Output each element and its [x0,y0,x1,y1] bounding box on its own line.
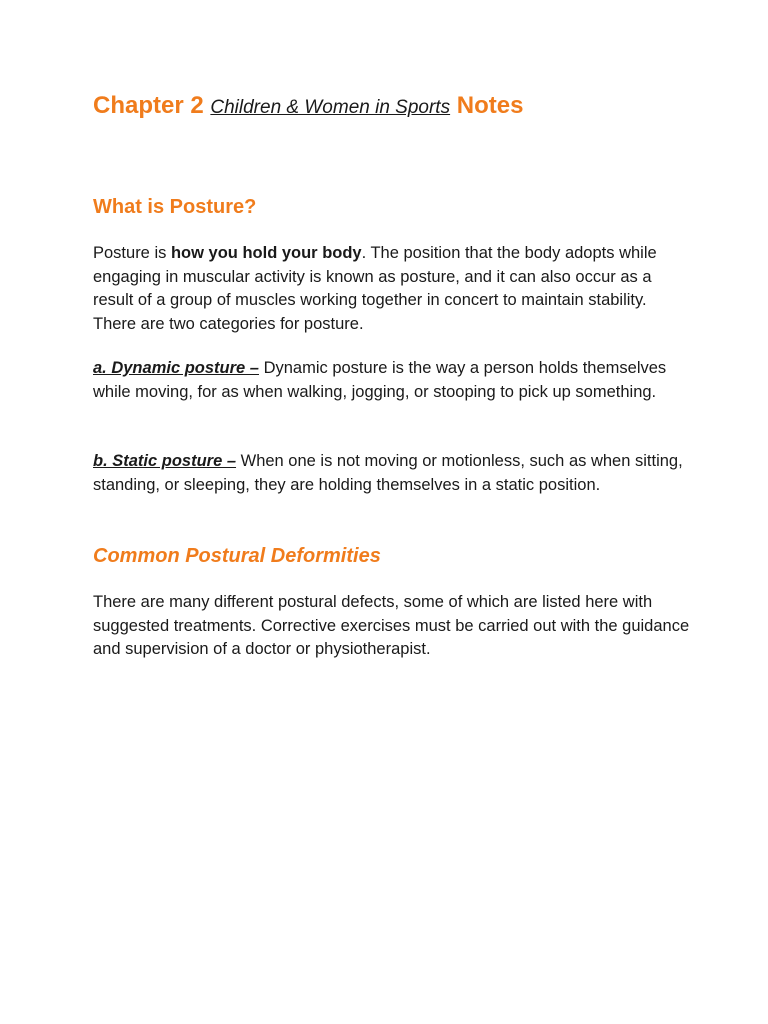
intro-rest: . The position that the body adopts while engaging in muscular activity is known as posture, and it can also occur as a result of a group of muscles working together in concert to maintain stability. There are two categories for posture. [93,244,657,333]
intro-bold: how you hold your body [170,244,362,262]
chapter-subtitle: Children & Women in Sports [210,97,451,118]
heading-what-is-posture: What is Posture? [93,196,257,218]
page-title [93,92,523,120]
title-suffix: Notes [456,92,524,119]
heading-common-postural-deformities: Common Postural Deformities [93,545,381,567]
paragraph-posture-intro [93,242,693,336]
static-posture-term: b. Static posture – [93,452,237,470]
chapter-label: Chapter 2 [93,92,204,119]
dynamic-posture-text: Dynamic posture is the way a person holds themselves while moving, for as when walking, jogging, or stooping to pick up something. [93,359,667,401]
paragraph-dynamic-posture [93,357,693,404]
paragraph-postural-defects: There are many different postural defects, some of which are listed here with suggested treatments. Corrective exercises must be carried out with the guidance and supervision of a doctor or physiotherapist. [93,593,690,658]
static-posture-text: When one is not moving or motionless, such as when sitting, standing, or sleeping, they are holding themselves in a static position. [93,452,683,494]
intro-start: Posture is [93,244,171,262]
dynamic-posture-term: a. Dynamic posture – [93,359,259,377]
paragraph-static-posture [93,450,693,497]
